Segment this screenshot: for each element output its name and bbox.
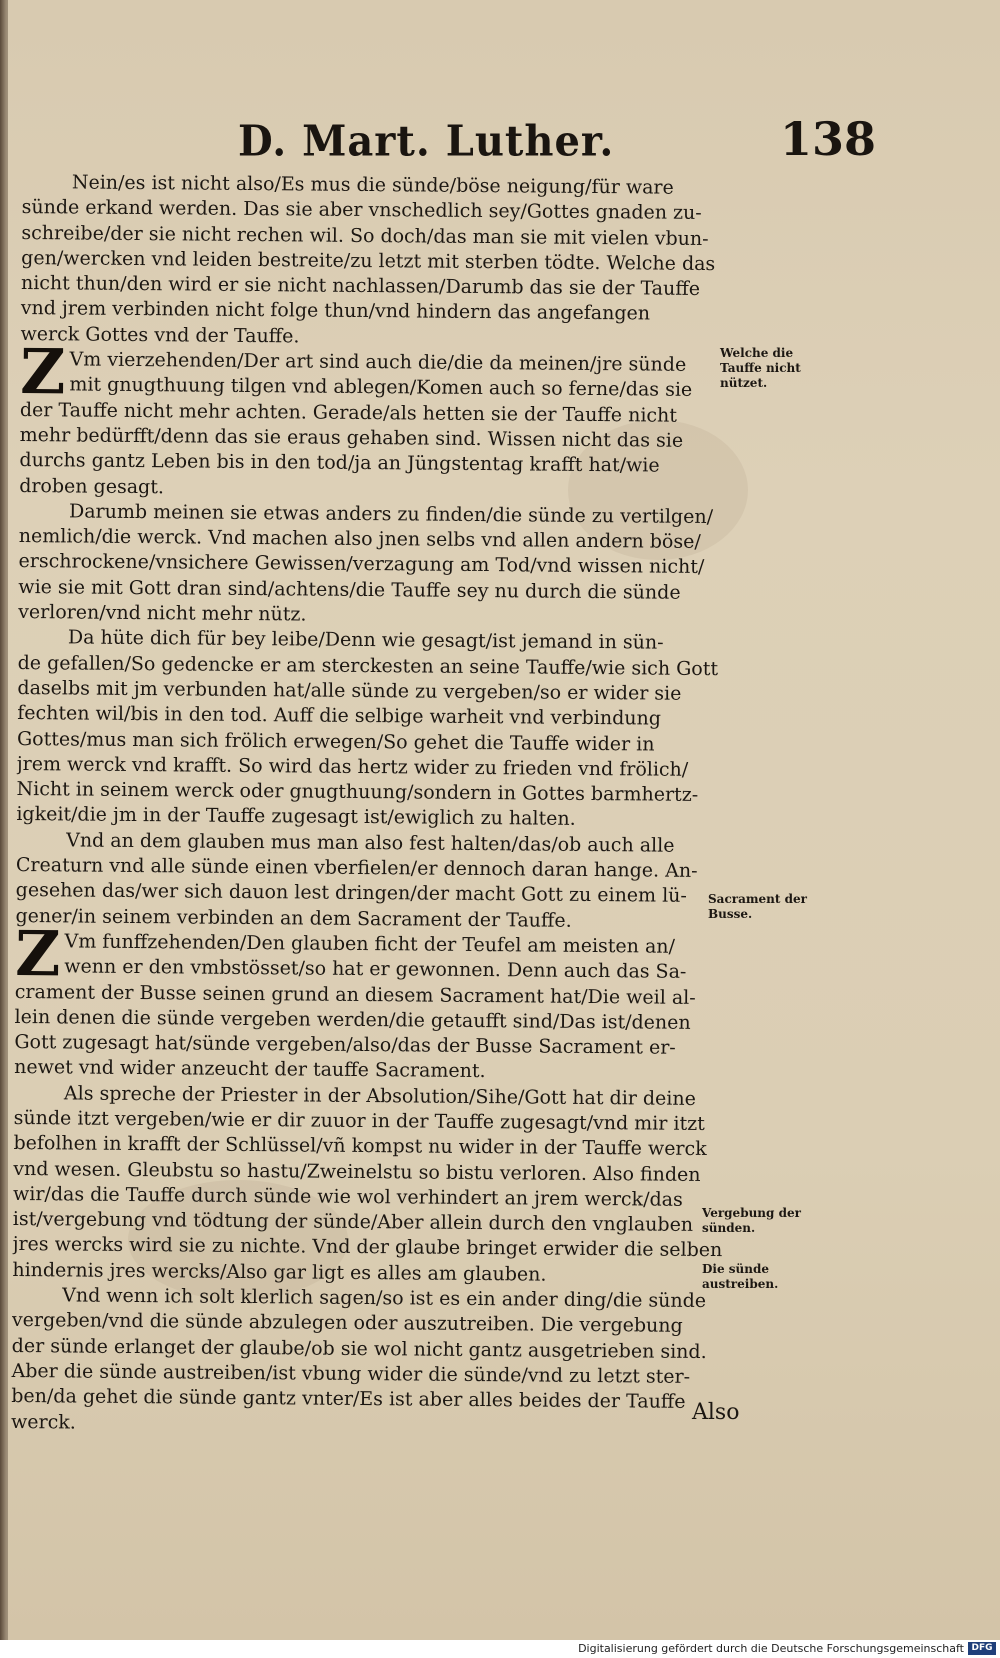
text-line: wir/das die Tauffe durch sünde wie wol verhindert an jrem werck/das bbox=[12, 1182, 683, 1211]
text-line: Nicht in seinem werck oder gnugthuung/sondern in Gottes barmhertz- bbox=[16, 778, 699, 807]
text-line: sünde itzt vergeben/wie er dir zuuor in der Tauffe zugesagt/vnd mir itzt bbox=[13, 1106, 705, 1135]
marginal-note-1: Welche die Tauffe nicht nützet. bbox=[720, 346, 801, 390]
paragraph bbox=[18, 499, 759, 632]
page-header bbox=[8, 112, 1000, 178]
drop-initial: Z bbox=[14, 916, 61, 991]
text-line: gener/in seinem verbinden an dem Sacrament der Tauffe. bbox=[15, 904, 572, 932]
text-line: de gefallen/So gedencke er am sterckesten an seine Tauffe/wie sich Gott bbox=[17, 651, 719, 680]
text-line: Vnd an dem glauben mus man also fest halten/das/ob auch alle bbox=[66, 829, 675, 857]
text-line: Als spreche der Priester in der Absolution/Sihe/Gott hat dir deine bbox=[63, 1082, 697, 1110]
text-line: daselbs mit jm verbunden hat/alle sünde zu vergeben/so er wider sie bbox=[17, 676, 682, 705]
text-line: Aber die sünde austreiben/ist vbung wider die sünde/vnd zu letzt ster- bbox=[11, 1359, 691, 1388]
paragraph bbox=[16, 625, 758, 834]
text-line: fechten wil/bis in den tod. Auff die selbige warheit vnd verbindung bbox=[17, 702, 662, 730]
text-line: jrem werck vnd krafft. So wird das hertz wider zu frieden vnd frölich/ bbox=[16, 752, 689, 781]
text-line: sünde erkand werden. Das sie aber vnschedlich sey/Gottes gnaden zu- bbox=[21, 196, 702, 225]
catchword: Also bbox=[692, 1400, 740, 1425]
text-line: gesehen das/wer sich dauon lest dringen/der macht Gott zu einem lü- bbox=[15, 879, 687, 908]
paragraph bbox=[15, 828, 756, 936]
text-line: mit gnugthuung tilgen vnd ablegen/Komen auch so ferne/das sie bbox=[69, 373, 693, 402]
text-line: vnd wesen. Gleubstu so hastu/Zweinelstu so bistu verloren. Also finden bbox=[13, 1157, 701, 1186]
marginal-note-3: Vergebung der sünden. bbox=[702, 1206, 801, 1235]
text-line: vergeben/vnd die sünde abzulegen oder auszutreiben. Die vergebung bbox=[11, 1309, 683, 1338]
text-line: Vm vierzehenden/Der art sind auch die/die da meinen/jre sünde bbox=[69, 348, 687, 376]
folio-number: 138 bbox=[780, 112, 877, 166]
text-line: durchs gantz Leben bis in den tod/ja an Jüngstentag krafft hat/wie bbox=[19, 449, 660, 477]
text-line: werck. bbox=[10, 1410, 76, 1434]
funding-notice: Digitalisierung gefördert durch die Deutsche Forschungsgemeinschaft bbox=[578, 1642, 964, 1655]
text-line: ist/vergebung vnd tödtung der sünde/Aber allein durch den vnglauben bbox=[12, 1208, 694, 1237]
text-line: werck Gottes vnd der Tauffe. bbox=[20, 322, 300, 348]
book-page bbox=[8, 0, 1000, 1640]
text-line: vnd jrem verbinden nicht folge thun/vnd hindern das angefangen bbox=[20, 297, 651, 325]
text-line: wenn er den vmbstösset/so hat er gewonnen. Denn auch das Sa- bbox=[64, 955, 687, 984]
text-line: nicht thun/den wird er sie nicht nachlassen/Darumb das sie der Tauffe bbox=[20, 272, 701, 301]
text-line: Nein/es ist nicht also/Es mus die sünde/böse neigung/für ware bbox=[71, 171, 674, 199]
text-line: lein denen die sünde vergeben werden/die getaufft sind/Das ist/denen bbox=[14, 1005, 691, 1034]
text-line: verloren/vnd nicht mehr nütz. bbox=[18, 601, 307, 626]
paragraph bbox=[11, 1283, 752, 1441]
paragraph bbox=[12, 1081, 754, 1290]
text-line: Vnd wenn ich solt klerlich sagen/so ist es ein ander ding/die sünde bbox=[62, 1284, 707, 1313]
text-line: jres wercks wird sie zu nichte. Vnd der glaube bringet erwider die selben bbox=[12, 1233, 723, 1262]
text-line: droben gesagt. bbox=[19, 474, 165, 498]
footer-bar bbox=[0, 1640, 1000, 1658]
drop-initial: Z bbox=[19, 335, 66, 409]
text-line: Gottes/mus man sich frölich erwegen/So gehet die Tauffe wider in bbox=[16, 727, 655, 756]
text-line: igkeit/die jm in der Tauffe zugesagt ist/ewiglich zu halten. bbox=[16, 803, 576, 831]
text-line: gen/wercken vnd leiden bestreite/zu letzt mit sterben tödte. Welche das bbox=[21, 246, 716, 275]
text-line: Da hüte dich für bey leibe/Denn wie gesagt/ist jemand in sün- bbox=[67, 626, 664, 654]
text-line: erschrockene/vnsichere Gewissen/verzagung am Tod/vnd wissen nicht/ bbox=[18, 550, 705, 579]
text-line: der sünde erlanget der glaube/ob sie wol nicht gantz ausgetrieben sind. bbox=[11, 1334, 707, 1363]
text-line: befolhen in krafft der Schlüssel/vñ kompst nu wider in der Tauffe werck bbox=[13, 1132, 707, 1161]
marginal-note-4: Die sünde austreiben. bbox=[702, 1262, 779, 1291]
text-line: Gott zugesagt hat/sünde vergeben/also/das der Busse Sacrament er- bbox=[14, 1031, 676, 1059]
text-line: Vm funffzehenden/Den glauben ficht der Teufel am meisten an/ bbox=[64, 930, 676, 958]
dfg-logo: DFG bbox=[968, 1642, 996, 1655]
body-text bbox=[11, 170, 762, 1441]
marginal-note-2: Sacrament der Busse. bbox=[708, 892, 807, 921]
text-line: crament der Busse seinen grund an diesem Sacrament hat/Die weil al- bbox=[14, 980, 696, 1009]
text-line: Creaturn vnd alle sünde einen vberfielen/er dennoch daran hange. An- bbox=[15, 853, 698, 882]
text-line: mehr bedürfft/denn das sie eraus gehaben sind. Wissen nicht das sie bbox=[19, 423, 684, 452]
text-line: newet vnd wider anzeucht der tauffe Sacrament. bbox=[14, 1056, 486, 1083]
text-line: schreibe/der sie nicht rechen wil. So doch/das man sie mit vielen vbun- bbox=[21, 221, 709, 250]
paragraph bbox=[20, 170, 762, 354]
text-line: nemlich/die werck. Vnd machen also jnen selbs vnd allen andern böse/ bbox=[18, 525, 701, 554]
text-line: ben/da gehet die sünde gantz vnter/Es ist aber alles beides der Tauffe bbox=[11, 1385, 686, 1414]
running-head: D. Mart. Luther. bbox=[238, 116, 615, 167]
text-line: der Tauffe nicht mehr achten. Gerade/als hetten sie der Tauffe nicht bbox=[19, 398, 678, 427]
text-line: hindernis jres wercks/Also gar ligt es alles am glauben. bbox=[12, 1258, 547, 1286]
text-line: wie sie mit Gott dran sind/achtens/die Tauffe sey nu durch die sünde bbox=[18, 575, 681, 604]
text-line: Darumb meinen sie etwas anders zu finden/die sünde zu vertilgen/ bbox=[68, 500, 714, 528]
